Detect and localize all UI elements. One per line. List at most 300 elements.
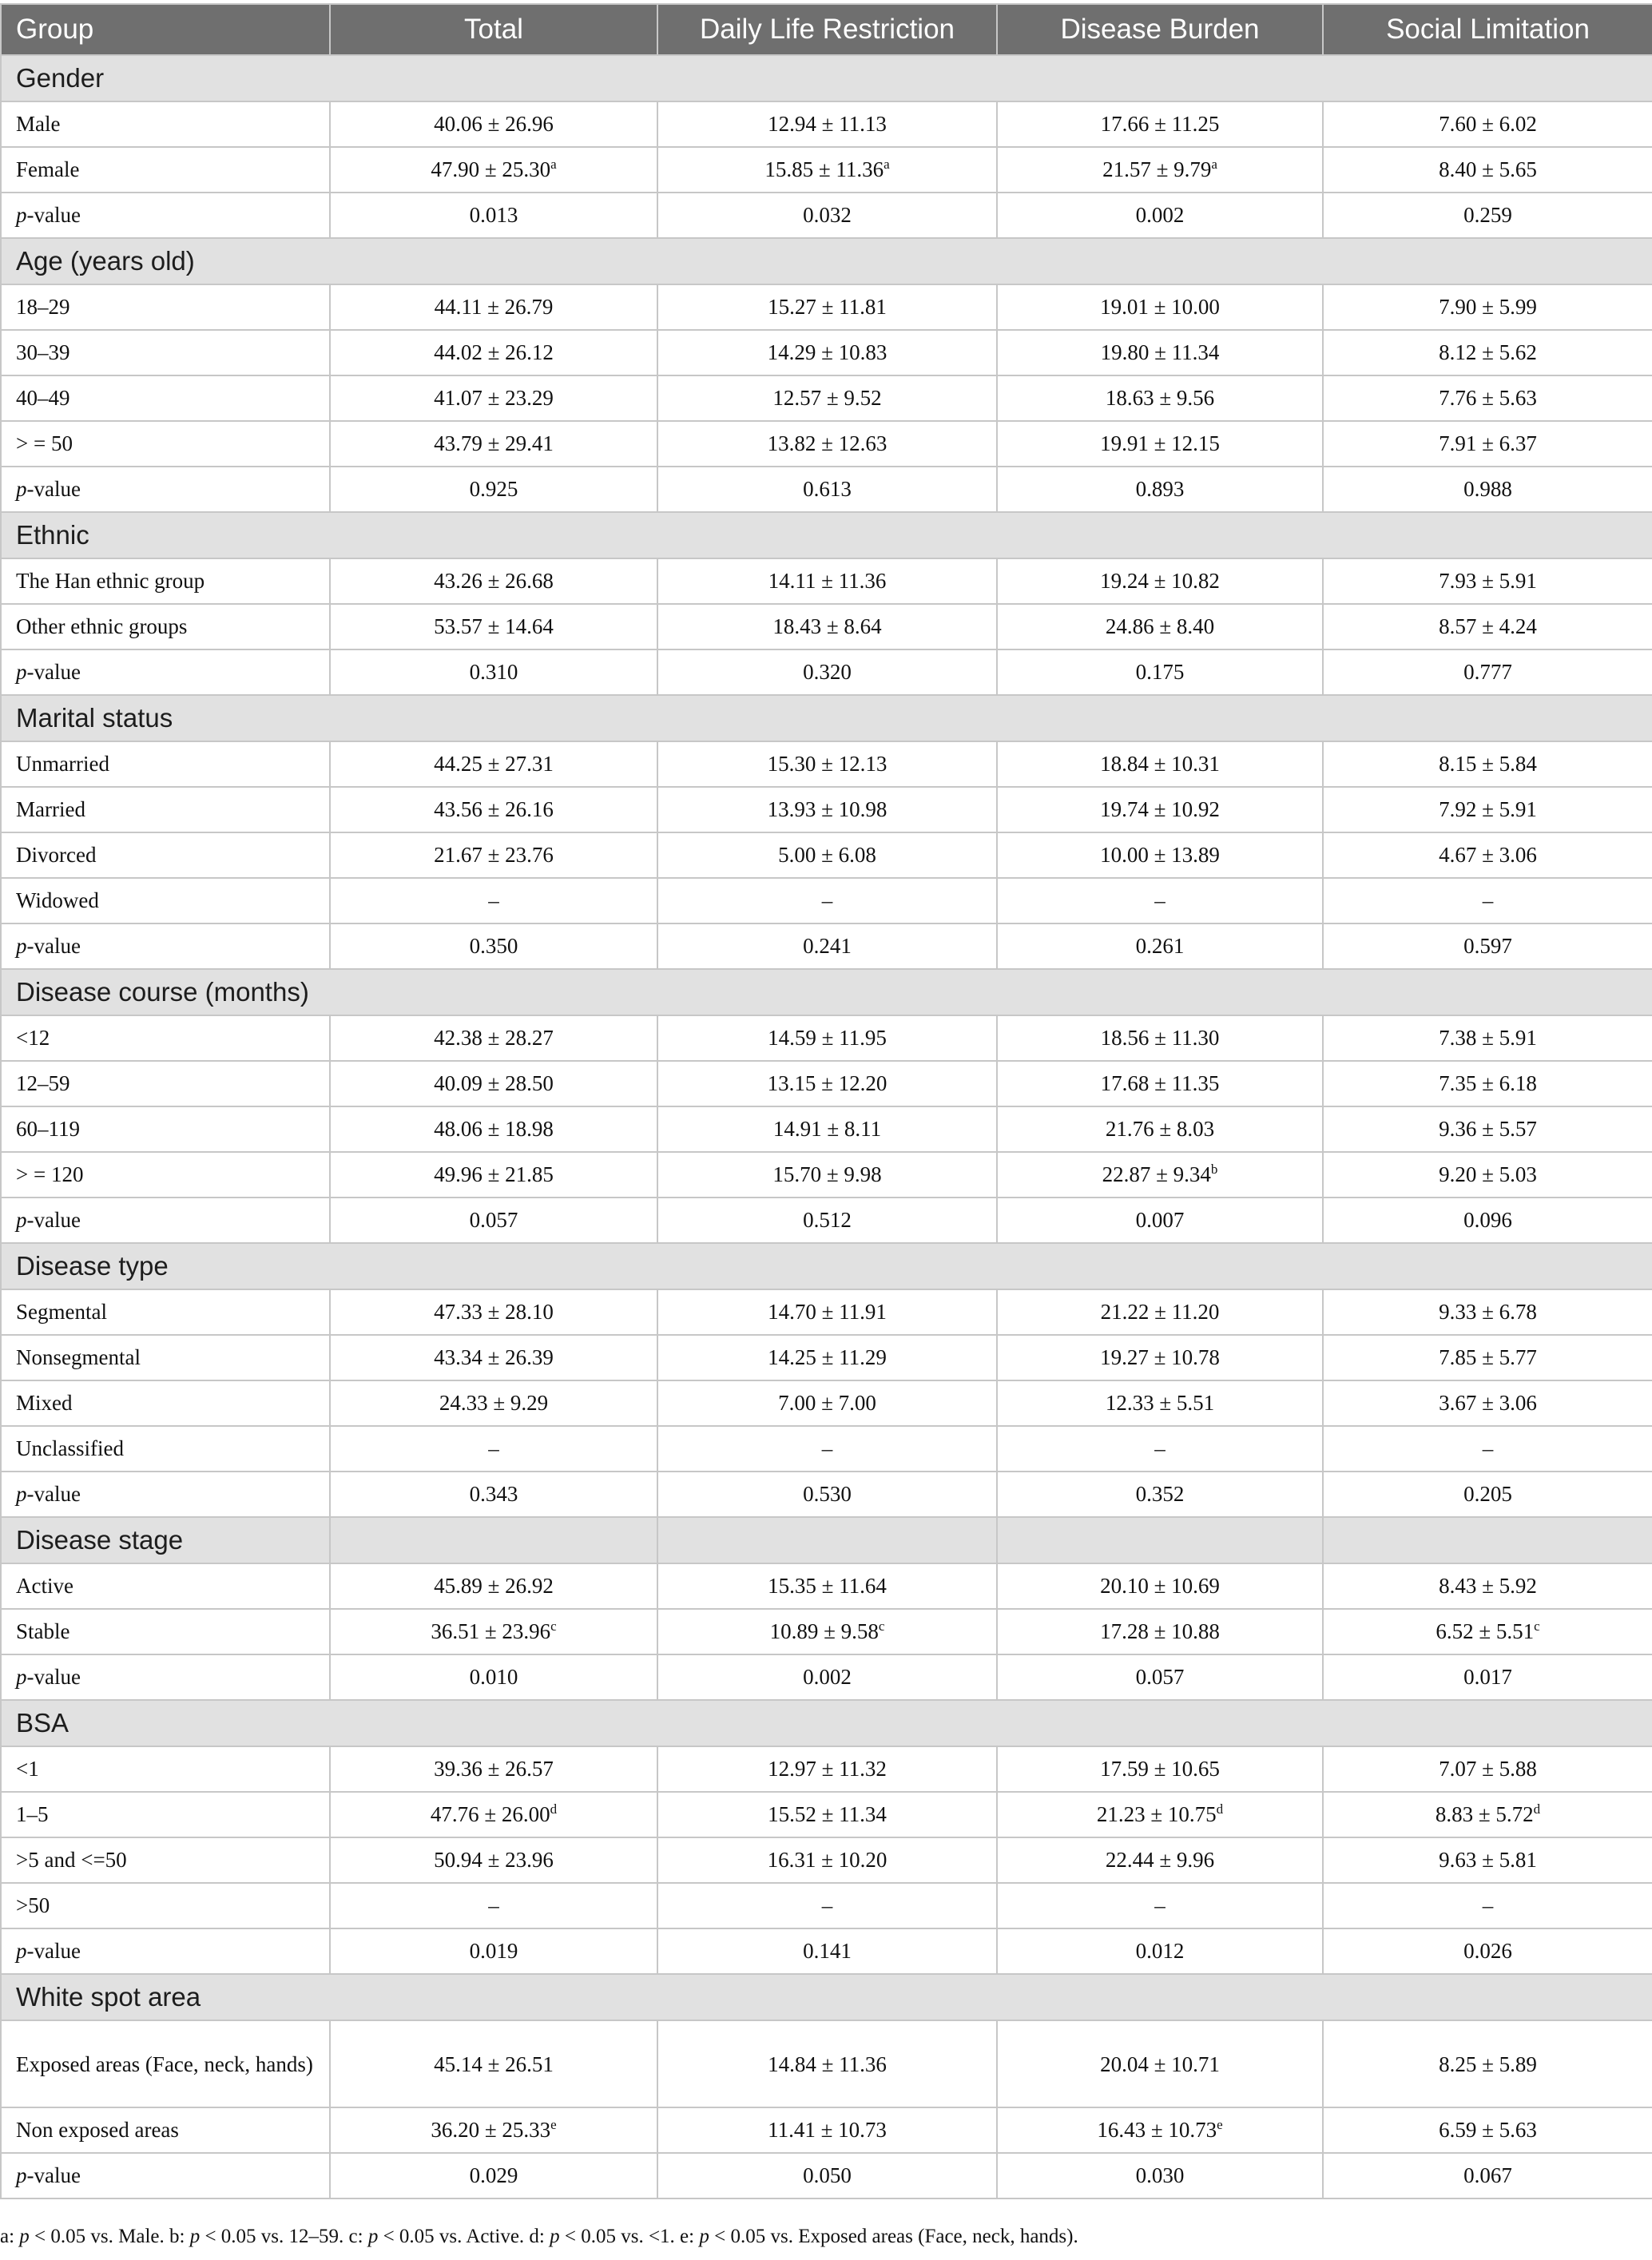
value-cell	[997, 558, 1323, 604]
value-text: 19.91 ± 12.15	[1100, 431, 1220, 455]
value-cell	[657, 1106, 997, 1152]
significance-marker: e	[550, 2117, 557, 2132]
p-symbol: p	[550, 2226, 560, 2247]
value-text: 0.205	[1463, 1482, 1512, 1506]
value-text: 0.030	[1135, 2163, 1185, 2187]
value-cell	[997, 284, 1323, 330]
section-header-row	[1, 55, 1652, 101]
table-row	[1, 832, 1652, 878]
value-text: 24.86 ± 8.40	[1105, 614, 1215, 638]
value-cell	[997, 1289, 1323, 1335]
value-cell	[997, 787, 1323, 832]
value-cell	[330, 2153, 657, 2198]
row-label: Stable	[1, 1609, 330, 1654]
value-text: 7.90 ± 5.99	[1439, 295, 1537, 319]
p-symbol: p	[16, 1665, 27, 1689]
value-text: 50.94 ± 23.96	[434, 1848, 554, 1872]
value-cell	[1323, 330, 1652, 375]
value-cell	[1323, 1380, 1652, 1426]
value-cell	[1323, 1563, 1652, 1609]
section-title: Disease type	[1, 1243, 1652, 1289]
value-text: 47.90 ± 25.30	[431, 157, 551, 181]
value-cell	[330, 1289, 657, 1335]
row-label: <1	[1, 1746, 330, 1792]
table-row	[1, 1152, 1652, 1198]
value-cell	[1323, 1654, 1652, 1700]
p-suffix: -value	[26, 1939, 81, 1963]
table-row	[1, 1654, 1652, 1700]
value-cell	[1323, 193, 1652, 238]
value-cell	[657, 1746, 997, 1792]
value-text: 41.07 ± 23.29	[434, 386, 554, 410]
value-text: 20.10 ± 10.69	[1100, 1574, 1220, 1598]
section-empty-cell	[1323, 1517, 1652, 1563]
row-label	[1, 1928, 330, 1974]
value-cell	[657, 284, 997, 330]
value-cell	[997, 832, 1323, 878]
value-text: 7.85 ± 5.77	[1439, 1345, 1537, 1369]
value-cell	[657, 1061, 997, 1106]
value-cell	[1323, 1792, 1652, 1837]
table-row	[1, 1609, 1652, 1654]
row-label	[1, 649, 330, 695]
value-cell	[997, 193, 1323, 238]
row-label: >5 and <=50	[1, 1837, 330, 1883]
value-cell	[657, 330, 997, 375]
value-cell	[1323, 1152, 1652, 1198]
p-suffix: -value	[26, 1665, 81, 1689]
value-text: 43.56 ± 26.16	[434, 797, 554, 821]
value-text: 8.83 ± 5.72	[1435, 1802, 1534, 1826]
row-label: Other ethnic groups	[1, 604, 330, 649]
value-cell	[330, 421, 657, 467]
p-symbol: p	[367, 2226, 379, 2247]
table-row	[1, 1289, 1652, 1335]
value-text: 19.24 ± 10.82	[1100, 569, 1220, 593]
value-text: 7.00 ± 7.00	[778, 1391, 876, 1415]
value-cell	[1323, 741, 1652, 787]
value-text: 47.33 ± 28.10	[434, 1300, 554, 1324]
value-cell	[997, 1426, 1323, 1472]
table-row	[1, 1061, 1652, 1106]
value-text: 6.52 ± 5.51	[1436, 1619, 1535, 1643]
value-text: 45.89 ± 26.92	[434, 1574, 554, 1598]
row-label: 12–59	[1, 1061, 330, 1106]
p-symbol: p	[16, 660, 27, 684]
value-text: 16.43 ± 10.73	[1097, 2118, 1217, 2142]
section-title: Disease course (months)	[1, 969, 1652, 1015]
value-cell	[330, 1198, 657, 1243]
value-text: 0.017	[1463, 1665, 1512, 1689]
value-cell	[997, 649, 1323, 695]
row-label: Nonsegmental	[1, 1335, 330, 1380]
value-text: 21.23 ± 10.75	[1096, 1802, 1217, 1826]
value-cell	[997, 2020, 1323, 2107]
value-cell	[997, 1654, 1323, 1700]
column-header-social-limitation: Social Limitation	[1323, 4, 1652, 55]
value-text: 42.38 ± 28.27	[434, 1026, 554, 1050]
table-row	[1, 2153, 1652, 2198]
value-cell	[1323, 1198, 1652, 1243]
column-header-total: Total	[330, 4, 657, 55]
value-text: 15.30 ± 12.13	[767, 752, 888, 776]
p-suffix: -value	[26, 660, 81, 684]
value-cell	[330, 193, 657, 238]
value-text: –	[1482, 1436, 1494, 1460]
value-text: 12.33 ± 5.51	[1105, 1391, 1215, 1415]
value-text: 36.51 ± 23.96	[431, 1619, 551, 1643]
p-symbol: p	[699, 2226, 709, 2247]
value-text: 7.35 ± 6.18	[1439, 1071, 1537, 1095]
table-row	[1, 147, 1652, 193]
table-row	[1, 375, 1652, 421]
value-cell	[657, 1609, 997, 1654]
value-cell	[330, 1472, 657, 1517]
value-cell	[330, 832, 657, 878]
value-text: 3.67 ± 3.06	[1439, 1391, 1537, 1415]
value-cell	[997, 330, 1323, 375]
value-text: 39.36 ± 26.57	[434, 1757, 554, 1781]
value-text: 0.512	[803, 1208, 852, 1232]
value-text: 8.12 ± 5.62	[1439, 340, 1537, 364]
table-row	[1, 330, 1652, 375]
row-label: 1–5	[1, 1792, 330, 1837]
significance-marker: e	[1217, 2117, 1223, 2132]
value-text: –	[1154, 1893, 1166, 1917]
value-text: 10.00 ± 13.89	[1100, 843, 1220, 867]
value-text: 43.34 ± 26.39	[434, 1345, 554, 1369]
table-row	[1, 558, 1652, 604]
table-row	[1, 1106, 1652, 1152]
value-cell	[997, 147, 1323, 193]
value-cell	[657, 1380, 997, 1426]
value-text: 14.29 ± 10.83	[767, 340, 888, 364]
value-cell	[1323, 832, 1652, 878]
value-cell	[657, 1335, 997, 1380]
section-header-row	[1, 1517, 1652, 1563]
row-label: 18–29	[1, 284, 330, 330]
row-label: Married	[1, 787, 330, 832]
value-text: 0.241	[803, 934, 852, 958]
value-cell	[997, 1380, 1323, 1426]
row-label: 60–119	[1, 1106, 330, 1152]
value-cell	[997, 1152, 1323, 1198]
value-text: –	[488, 1893, 499, 1917]
value-text: 49.96 ± 21.85	[434, 1162, 554, 1186]
value-text: 40.09 ± 28.50	[434, 1071, 554, 1095]
value-text: 0.352	[1135, 1482, 1185, 1506]
value-cell	[657, 1152, 997, 1198]
value-cell	[997, 1198, 1323, 1243]
row-label	[1, 1654, 330, 1700]
value-cell	[657, 421, 997, 467]
value-text: 0.613	[803, 477, 852, 501]
value-cell	[330, 1563, 657, 1609]
value-text: 4.67 ± 3.06	[1439, 843, 1537, 867]
row-label: <12	[1, 1015, 330, 1061]
value-text: 22.87 ± 9.34	[1102, 1162, 1211, 1186]
value-cell	[657, 741, 997, 787]
value-text: 0.057	[1135, 1665, 1185, 1689]
value-cell	[657, 1289, 997, 1335]
table-row	[1, 923, 1652, 969]
value-cell	[657, 1837, 997, 1883]
value-cell	[657, 1198, 997, 1243]
value-text: 12.94 ± 11.13	[768, 112, 887, 136]
value-cell	[330, 1061, 657, 1106]
value-text: 18.84 ± 10.31	[1100, 752, 1220, 776]
value-text: 0.175	[1135, 660, 1185, 684]
value-text: 48.06 ± 18.98	[434, 1117, 554, 1141]
value-cell	[330, 1152, 657, 1198]
value-text: 8.43 ± 5.92	[1439, 1574, 1537, 1598]
section-header-row	[1, 1700, 1652, 1746]
value-text: 36.20 ± 25.33	[431, 2118, 551, 2142]
value-cell	[657, 375, 997, 421]
value-cell	[1323, 101, 1652, 147]
value-cell	[1323, 1883, 1652, 1928]
value-cell	[657, 923, 997, 969]
value-text: 12.97 ± 11.32	[768, 1757, 887, 1781]
value-cell	[657, 1883, 997, 1928]
value-text: 14.91 ± 8.11	[772, 1117, 882, 1141]
value-cell	[330, 1792, 657, 1837]
value-cell	[997, 2107, 1323, 2153]
value-cell	[330, 878, 657, 923]
value-text: 40.06 ± 26.96	[434, 112, 554, 136]
value-text: 15.27 ± 11.81	[768, 295, 887, 319]
value-text: 14.84 ± 11.36	[768, 2051, 887, 2076]
section-empty-cell	[657, 1517, 997, 1563]
value-cell	[997, 1746, 1323, 1792]
value-cell	[330, 604, 657, 649]
value-text: –	[1154, 1436, 1166, 1460]
table-row	[1, 1426, 1652, 1472]
table-row	[1, 1792, 1652, 1837]
value-cell	[657, 558, 997, 604]
table-row	[1, 467, 1652, 512]
value-text: 17.66 ± 11.25	[1100, 112, 1220, 136]
value-cell	[657, 193, 997, 238]
table-row	[1, 2020, 1652, 2107]
value-cell	[1323, 1061, 1652, 1106]
value-text: 0.259	[1463, 203, 1512, 227]
p-suffix: -value	[26, 1482, 81, 1506]
value-text: 0.530	[803, 1482, 852, 1506]
section-empty-cell	[330, 1517, 657, 1563]
value-cell	[330, 1335, 657, 1380]
row-label	[1, 2153, 330, 2198]
value-cell	[997, 923, 1323, 969]
p-suffix: -value	[26, 477, 81, 501]
value-text: 21.76 ± 8.03	[1105, 1117, 1215, 1141]
value-cell	[330, 101, 657, 147]
significance-marker: b	[1210, 1162, 1218, 1177]
value-cell	[1323, 1837, 1652, 1883]
value-text: 17.68 ± 11.35	[1100, 1071, 1220, 1095]
table-row	[1, 1746, 1652, 1792]
value-text: –	[821, 888, 833, 912]
value-cell	[997, 421, 1323, 467]
row-label	[1, 193, 330, 238]
value-text: 0.007	[1135, 1208, 1185, 1232]
value-cell	[997, 467, 1323, 512]
value-text: 15.85 ± 11.36	[764, 157, 884, 181]
table-row	[1, 421, 1652, 467]
value-cell	[1323, 1426, 1652, 1472]
value-cell	[1323, 604, 1652, 649]
value-cell	[657, 604, 997, 649]
value-cell	[997, 1883, 1323, 1928]
value-cell	[330, 1883, 657, 1928]
value-cell	[657, 1654, 997, 1700]
value-cell	[657, 147, 997, 193]
value-cell	[1323, 375, 1652, 421]
value-text: 7.93 ± 5.91	[1439, 569, 1537, 593]
value-cell	[330, 1928, 657, 1974]
value-cell	[657, 2020, 997, 2107]
value-text: –	[821, 1436, 833, 1460]
p-symbol: p	[16, 1208, 27, 1232]
value-text: 0.893	[1135, 477, 1185, 501]
value-cell	[1323, 467, 1652, 512]
value-text: 0.002	[1135, 203, 1185, 227]
value-text: 0.925	[469, 477, 518, 501]
significance-marker: c	[1534, 1619, 1540, 1634]
value-cell	[997, 1335, 1323, 1380]
value-text: –	[821, 1893, 833, 1917]
value-text: 8.40 ± 5.65	[1439, 157, 1537, 181]
table-row	[1, 1198, 1652, 1243]
row-label: 30–39	[1, 330, 330, 375]
value-text: –	[1482, 888, 1494, 912]
value-text: 7.60 ± 6.02	[1439, 112, 1537, 136]
value-text: 18.56 ± 11.30	[1100, 1026, 1220, 1050]
table-row	[1, 1335, 1652, 1380]
value-text: 44.02 ± 26.12	[434, 340, 554, 364]
value-cell	[330, 1015, 657, 1061]
value-text: 44.11 ± 26.79	[434, 295, 554, 319]
table-row	[1, 1015, 1652, 1061]
value-text: 11.41 ± 10.73	[768, 2118, 887, 2142]
value-cell	[997, 1563, 1323, 1609]
p-suffix: -value	[26, 1208, 81, 1232]
value-text: 8.25 ± 5.89	[1439, 2051, 1537, 2076]
p-symbol: p	[16, 934, 27, 958]
value-cell	[330, 1746, 657, 1792]
table-row	[1, 1472, 1652, 1517]
value-text: 9.36 ± 5.57	[1439, 1117, 1537, 1141]
value-cell	[657, 878, 997, 923]
value-cell	[997, 878, 1323, 923]
value-text: 19.27 ± 10.78	[1100, 1345, 1220, 1369]
section-title: Disease stage	[1, 1517, 330, 1563]
section-title: Marital status	[1, 695, 1652, 741]
value-text: 14.11 ± 11.36	[768, 569, 887, 593]
value-text: 13.15 ± 12.20	[767, 1071, 888, 1095]
value-cell	[1323, 2153, 1652, 2198]
value-text: 12.57 ± 9.52	[772, 386, 882, 410]
table-row	[1, 1380, 1652, 1426]
value-cell	[997, 1472, 1323, 1517]
value-cell	[997, 375, 1323, 421]
value-text: 15.70 ± 9.98	[772, 1162, 882, 1186]
value-text: 0.002	[803, 1665, 852, 1689]
value-text: 0.597	[1463, 934, 1512, 958]
value-cell	[657, 2107, 997, 2153]
value-cell	[1323, 787, 1652, 832]
value-text: 13.82 ± 12.63	[767, 431, 888, 455]
section-title: White spot area	[1, 1974, 1652, 2020]
table-row	[1, 649, 1652, 695]
value-text: 0.019	[469, 1939, 518, 1963]
value-cell	[330, 467, 657, 512]
value-cell	[657, 1928, 997, 1974]
value-text: 47.76 ± 26.00	[430, 1802, 550, 1826]
value-cell	[997, 1106, 1323, 1152]
table-row	[1, 284, 1652, 330]
p-suffix: -value	[26, 2163, 81, 2187]
section-header-row	[1, 969, 1652, 1015]
row-label: Widowed	[1, 878, 330, 923]
value-cell	[997, 1837, 1323, 1883]
column-header-daily-life-restriction: Daily Life Restriction	[657, 4, 997, 55]
value-text: 9.20 ± 5.03	[1439, 1162, 1537, 1186]
table-row	[1, 741, 1652, 787]
value-text: 8.57 ± 4.24	[1439, 614, 1537, 638]
value-cell	[330, 375, 657, 421]
value-text: –	[1154, 888, 1166, 912]
row-label: Non exposed areas	[1, 2107, 330, 2153]
column-header-disease-burden: Disease Burden	[997, 4, 1323, 55]
value-text: 5.00 ± 6.08	[778, 843, 876, 867]
column-header-group: Group	[1, 4, 330, 55]
row-label: Unclassified	[1, 1426, 330, 1472]
value-text: 16.31 ± 10.20	[767, 1848, 888, 1872]
value-cell	[997, 604, 1323, 649]
value-cell	[1323, 1746, 1652, 1792]
value-cell	[330, 284, 657, 330]
row-label: The Han ethnic group	[1, 558, 330, 604]
row-label	[1, 923, 330, 969]
value-text: 0.013	[469, 203, 518, 227]
p-symbol: p	[189, 2226, 201, 2247]
row-label	[1, 1472, 330, 1517]
table-row	[1, 604, 1652, 649]
value-text: 22.44 ± 9.96	[1105, 1848, 1215, 1872]
p-symbol: p	[16, 477, 27, 501]
section-title: BSA	[1, 1700, 1652, 1746]
section-empty-cell	[997, 1517, 1323, 1563]
p-suffix: -value	[26, 203, 81, 227]
value-cell	[330, 1106, 657, 1152]
value-cell	[1323, 2020, 1652, 2107]
value-cell	[330, 147, 657, 193]
row-label: Female	[1, 147, 330, 193]
value-cell	[330, 2107, 657, 2153]
value-text: 21.67 ± 23.76	[434, 843, 554, 867]
value-text: 0.010	[469, 1665, 518, 1689]
value-text: 0.032	[803, 203, 852, 227]
value-text: 19.80 ± 11.34	[1100, 340, 1220, 364]
significance-marker: d	[1216, 1801, 1224, 1817]
value-cell	[1323, 1928, 1652, 1974]
value-text: 18.63 ± 9.56	[1105, 386, 1215, 410]
value-text: –	[488, 1436, 499, 1460]
value-text: 43.26 ± 26.68	[434, 569, 554, 593]
value-cell	[1323, 1472, 1652, 1517]
row-label: Active	[1, 1563, 330, 1609]
